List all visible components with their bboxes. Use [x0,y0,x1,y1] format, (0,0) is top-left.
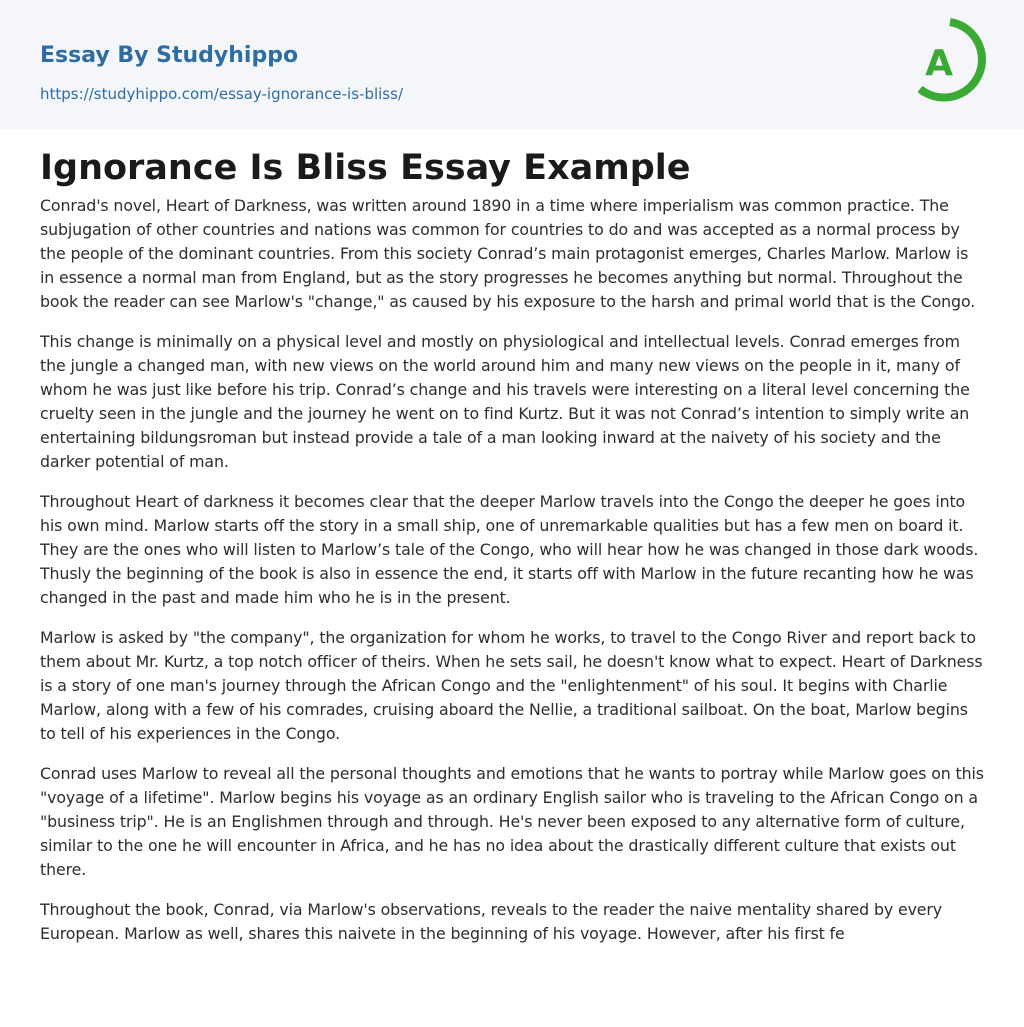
paragraph: This change is minimally on a physical level and mostly on physiological and intellectual levels. Conrad emerges from the jungle a changed man, with new views on the world around him and many new views on the people in it, many of whom he was just like before his trip. Conrad’s change and his travels were interesting on a literal level concerning the cruelty seen in the jungle and the journey he went on to find Kurtz. But it was not Conrad’s intention to simply write an entertaining bildungsroman but instead provide a tale of a man looking inward at the naivety of his society and the darker potential of man. [40,332,970,471]
article-body [40,194,984,962]
page-url-link[interactable]: https://studyhippo.com/essay-ignorance-is-bliss/ [40,85,403,103]
paragraph: Marlow is asked by "the company", the organization for whom he works, to travel to the Congo River and report back to them about Mr. Kurtz, a top notch officer of theirs. When he sets sail, he doesn't know what to expect. Heart of Darkness is a story of one man's journey through the African Congo and the "enlightenment" of his soul. It begins with Charlie Marlow, along with a few of his comrades, cruising aboard the Nellie, a traditional sailboat. On the boat, Marlow begins to tell of his experiences in the Congo. [40,628,983,743]
site-name[interactable]: Essay By Studyhippo [40,43,299,68]
page-title: Ignorance Is Bliss Essay Example [40,148,691,188]
paragraph: Throughout Heart of darkness it becomes clear that the deeper Marlow travels into the Congo the deeper he goes into his own mind. Marlow starts off the story in a small ship, one of unremarkable qualities but has a few men on board it. They are the ones who will listen to Marlow’s tale of the Congo, who will hear how he was changed in those dark woods. Thusly the beginning of the book is also in essence the end, it starts off with Marlow in the future recanting how he was changed in the past and made him who he is in the present. [40,492,979,607]
studyhippo-logo-icon[interactable] [912,18,988,108]
logo-letter: A [925,43,953,84]
site-header [0,0,1024,129]
paragraph: Conrad's novel, Heart of Darkness, was written around 1890 in a time where imperialism was common practice. The subjugation of other countries and nations was common for countries to do and was accepted as a normal process by the people of the dominant countries. From this society Conrad’s main protagonist emerges, Charles Marlow. Marlow is in essence a normal man from England, but as the story progresses he becomes anything but normal. Throughout the book the reader can see Marlow's "change," as caused by his exposure to the harsh and primal world that is the Congo. [40,196,976,311]
paragraph: Throughout the book, Conrad, via Marlow's observations, reveals to the reader the naive mentality shared by every European. Marlow as well, shares this naivete in the beginning of his voyage. However, after his first fe [40,900,943,943]
paragraph: Conrad uses Marlow to reveal all the personal thoughts and emotions that he wants to portray while Marlow goes on this "voyage of a lifetime". Marlow begins his voyage as an ordinary English sailor who is traveling to the African Congo on a "business trip". He is an Englishmen through and through. He's never been exposed to any alternative form of culture, similar to the one he will encounter in Africa, and he has no idea about the drastically different culture that exists out there. [40,764,984,879]
